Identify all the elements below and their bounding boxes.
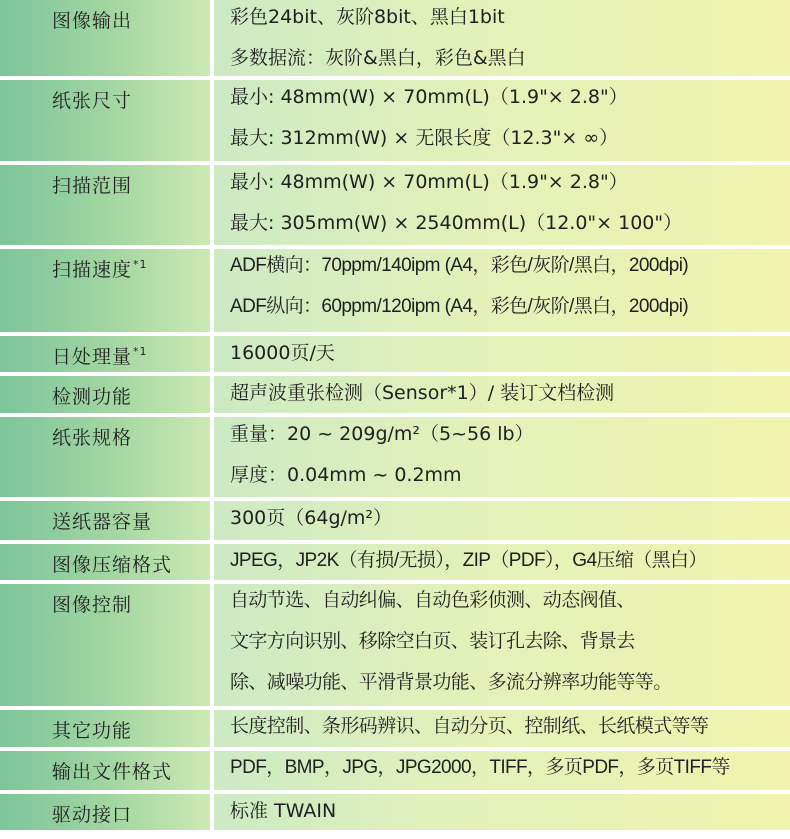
spec-value-line: PDF，BMP，JPG，JPG2000，TIFF，多页PDF，多页TIFF等 [230, 757, 730, 778]
spec-value-line: 厚度：0.04mm ~ 0.2mm [230, 464, 462, 486]
spec-label [0, 336, 214, 372]
spec-value-line: 300页（64g/m²） [230, 507, 393, 529]
spec-value [214, 417, 790, 497]
spec-value-line: 文字方向识别、移除空白页、装订孔去除、背景去 [230, 631, 635, 652]
spec-label [0, 794, 214, 830]
spec-value-line: ADF纵向：60ppm/120ipm (A4，彩色/灰阶/黑白，200dpi) [230, 296, 689, 317]
spec-row [0, 501, 790, 544]
spec-row [0, 710, 790, 751]
spec-value [214, 0, 790, 76]
spec-label-text: 日处理量 [52, 346, 133, 368]
spec-label-text: 驱动接口 [52, 804, 133, 826]
spec-label [0, 501, 214, 540]
spec-label-text: 纸张规格 [52, 427, 133, 449]
footnote-marker: *1 [133, 258, 148, 271]
spec-value [214, 544, 790, 580]
spec-label-text: 输出文件格式 [52, 761, 173, 783]
spec-row [0, 751, 790, 794]
spec-value-line: 最小: 48mm(W) × 70mm(L)（1.9"× 2.8"） [230, 171, 628, 193]
footnote-marker: *1 [133, 345, 148, 358]
spec-label-text: 图像控制 [52, 594, 133, 616]
spec-label [0, 0, 214, 76]
spec-label [0, 80, 214, 161]
spec-value [214, 584, 790, 706]
spec-label-text: 扫描范围 [52, 175, 133, 197]
spec-value [214, 376, 790, 413]
spec-value-line: 重量：20 ~ 209g/m²（5~56 lb） [230, 423, 534, 445]
spec-label [0, 165, 214, 245]
spec-value [214, 501, 790, 540]
spec-value-line: 长度控制、条形码辨识、自动分页、控制纸、长纸模式等等 [230, 716, 709, 737]
spec-value [214, 751, 790, 790]
spec-value-line: 标准 TWAIN [230, 800, 337, 822]
spec-value-line: 超声波重张检测（Sensor*1）/ 装订文档检测 [230, 382, 615, 404]
spec-value-line: ADF横向：70ppm/140ipm (A4，彩色/灰阶/黑白，200dpi) [230, 255, 689, 276]
spec-label-text: 其它功能 [52, 720, 133, 742]
spec-value-line: 最大: 312mm(W) × 无限长度（12.3"× ∞） [230, 127, 619, 149]
spec-label [0, 584, 214, 706]
spec-label-text: 图像输出 [52, 10, 133, 32]
spec-label-text: 检测功能 [52, 386, 133, 408]
spec-value [214, 80, 790, 161]
spec-row [0, 584, 790, 710]
spec-row [0, 417, 790, 501]
spec-row [0, 544, 790, 584]
spec-row [0, 249, 790, 336]
spec-label [0, 417, 214, 497]
spec-value [214, 794, 790, 830]
spec-value [214, 336, 790, 372]
spec-value-line: JPEG，JP2K（有损/无损），ZIP（PDF），G4压缩（黑白） [230, 550, 707, 571]
spec-value [214, 710, 790, 747]
spec-row [0, 165, 790, 249]
spec-value [214, 165, 790, 245]
spec-label [0, 376, 214, 413]
spec-label-text: 纸张尺寸 [52, 90, 133, 112]
spec-value-line: 最小: 48mm(W) × 70mm(L)（1.9"× 2.8"） [230, 86, 628, 108]
spec-value-line: 多数据流：灰阶&黑白，彩色&黑白 [230, 47, 526, 69]
spec-label [0, 544, 214, 580]
spec-row [0, 0, 790, 80]
spec-row [0, 376, 790, 417]
spec-label [0, 751, 214, 790]
spec-value-line: 彩色24bit、灰阶8bit、黑白1bit [230, 6, 505, 28]
spec-label-text: 图像压缩格式 [52, 554, 173, 576]
spec-row [0, 80, 790, 165]
spec-value-line: 自动节选、自动纠偏、自动色彩侦测、动态阀值、 [230, 590, 635, 611]
spec-label-text: 扫描速度 [52, 259, 133, 281]
spec-row [0, 794, 790, 834]
spec-value-line: 16000页/天 [230, 342, 335, 364]
spec-label-text: 送纸器容量 [52, 511, 153, 533]
spec-value [214, 249, 790, 332]
spec-label [0, 710, 214, 747]
spec-value-line: 最大: 305mm(W) × 2540mm(L)（12.0"× 100"） [230, 212, 683, 234]
spec-value-line: 除、减噪功能、平滑背景功能、多流分辨率功能等等。 [230, 672, 672, 693]
spec-row [0, 336, 790, 376]
spec-label [0, 249, 214, 332]
